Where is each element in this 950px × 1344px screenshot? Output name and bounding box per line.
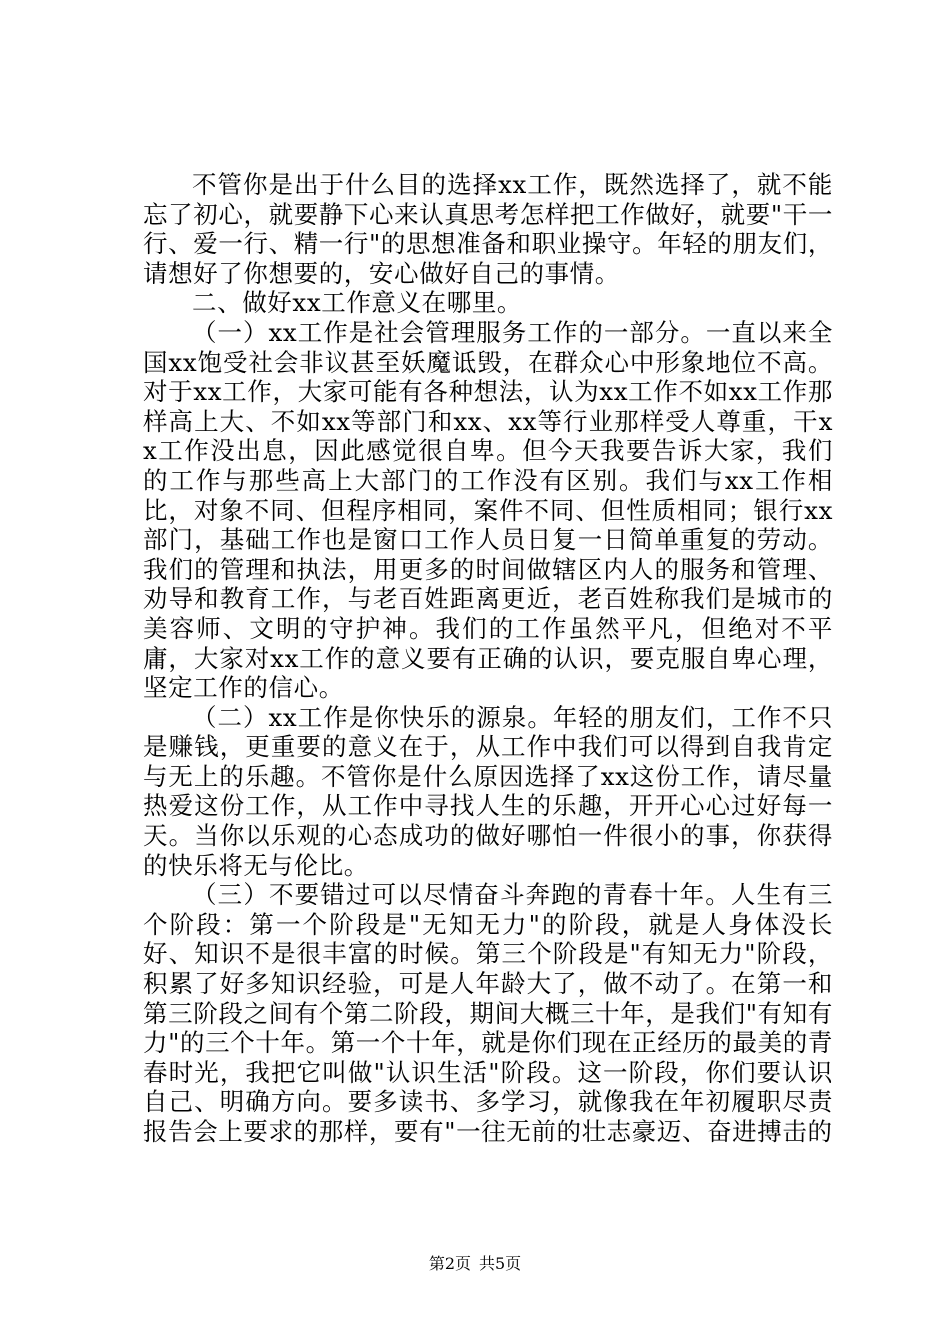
paragraph-point-2: （二）xx工作是你快乐的源泉。年轻的朋友们，工作不只是赚钱，更重要的意义在于，从工作中我们可以得到自我肯定与无上的乐趣。不管你是什么原因选择了xx这份工作，请尽量热爱这份工作，从工作中寻找人生的乐趣，开开心心过好每一天。当你以乐观的心态成功的做好哪怕一件很小的事，你获得的快乐将无与伦比。 bbox=[143, 702, 833, 880]
page-total: 共5页 bbox=[479, 1254, 522, 1273]
paragraph-point-1: （一）xx工作是社会管理服务工作的一部分。一直以来全国xx饱受社会非议甚至妖魔诋毁，在群众心中形象地位不高。对于xx工作，大家可能有各种想法，认为xx工作不如xx工作那样高上大、不如xx等部门和xx、xx等行业那样受人尊重，干xx工作没出息，因此感觉很自卑。但今天我要告诉大家，我们的工作与那些高上大部门的工作没有区别。我们与xx工作相比，对象不同、但程序相同，案件不同、但性质相同；银行xx部门，基础工作也是窗口工作人员日复一日简单重复的劳动。我们的管理和执法，用更多的时间做辖区内人的服务和管理、劝导和教育工作，与老百姓距离更近，老百姓称我们是城市的美容师、文明的守护神。我们的工作虽然平凡，但绝对不平庸，大家对xx工作的意义要有正确的认识，要克服自卑心理，坚定工作的信心。 bbox=[143, 317, 833, 703]
page-footer bbox=[0, 1254, 950, 1274]
paragraph-point-3: （三）不要错过可以尽情奋斗奔跑的青春十年。人生有三个阶段：第一个阶段是"无知无力"的阶段，就是人身体没长好、知识不是很丰富的时候。第三个阶段是"有知无力"阶段，积累了好多知识经验，可是人年龄大了，做不动了。在第一和第三阶段之间有个第二阶段，期间大概三十年，是我们"有知有力"的三个十年。第一个十年，就是你们现在正经历的最美的青春时光，我把它叫做"认识生活"阶段。这一阶段，你们要认识自己、明确方向。要多读书、多学习，就像我在年初履职尽责报告会上要求的那样，要有"一往无前的壮志豪迈、奋进搏击的 bbox=[143, 880, 833, 1146]
page-number: 第2页 bbox=[428, 1254, 471, 1273]
section-heading-2: 二、做好xx工作意义在哪里。 bbox=[192, 288, 523, 318]
document-body bbox=[143, 170, 833, 1147]
paragraph-intro: 不管你是出于什么目的选择xx工作，既然选择了，就不能忘了初心，就要静下心来认真思考怎样把工作做好，就要"干一行、爱一行、精一行"的思想准备和职业操守。年轻的朋友们，请想好了你想要的，安心做好自己的事情。 bbox=[143, 170, 833, 288]
